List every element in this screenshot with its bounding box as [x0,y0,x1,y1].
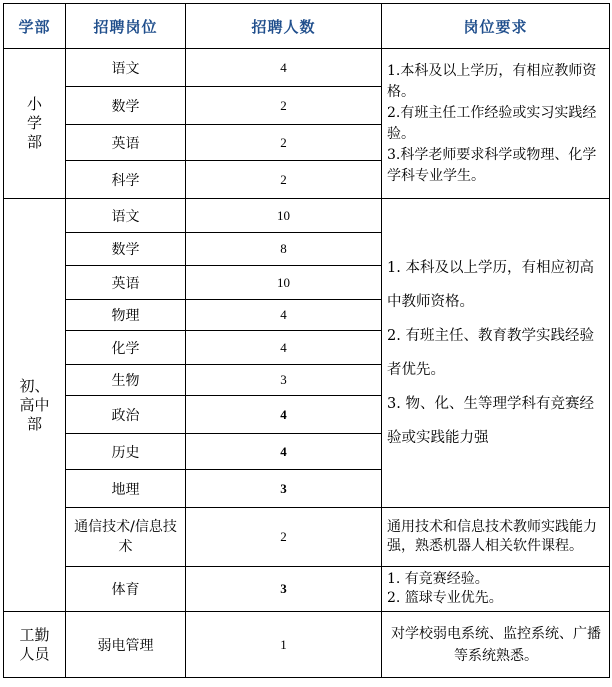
position-cell: 数学 [66,87,186,125]
position-cell: 化学 [66,331,186,365]
count-cell: 4 [186,300,382,331]
requirements-cell [382,508,610,567]
requirements-cell [382,199,610,508]
count-cell: 10 [186,266,382,300]
header-row [4,4,610,49]
header-count: 招聘人数 [186,4,382,49]
header-requirements: 岗位要求 [382,4,610,49]
position-cell: 语文 [66,49,186,87]
dept-cell [4,612,66,678]
dept-cell [4,199,66,612]
position-cell: 历史 [66,434,186,470]
position-cell: 物理 [66,300,186,331]
requirement-line: 2.有班主任工作经验或实习实践经验。 [387,104,597,142]
header-position: 招聘岗位 [66,4,186,49]
requirement-line: 通用技术和信息技术教师实践能力强，熟悉机器人相关软件课程。 [387,519,597,554]
requirement-line: 1. 有竞赛经验。 [387,571,489,587]
position-cell: 英语 [66,125,186,161]
count-cell: 2 [186,508,382,567]
table-row [4,199,610,233]
count-cell: 3 [186,470,382,508]
count-cell: 2 [186,161,382,199]
dept-label: 工勤人员 [19,625,50,663]
position-cell: 政治 [66,396,186,434]
position-cell: 生物 [66,365,186,396]
requirement-line: 1. 本科及以上学历，有相应初高中教师资格。 [387,260,594,310]
header-dept: 学部 [4,4,66,49]
dept-label: 初、高中部 [19,376,50,433]
requirement-line: 2. 篮球专业优先。 [387,590,503,606]
count-cell: 3 [186,365,382,396]
position-cell: 体育 [66,567,186,612]
requirements-cell [382,49,610,199]
requirements-cell [382,612,610,678]
dept-label: 小学部 [26,95,42,151]
count-cell: 8 [186,233,382,266]
count-cell: 4 [186,434,382,470]
count-cell: 1 [186,612,382,678]
position-cell: 地理 [66,470,186,508]
position-cell: 科学 [66,161,186,199]
requirement-line: 1.本科及以上学历，有相应教师资格。 [387,62,597,100]
table-row [4,567,610,612]
requirement-line: 3. 物、化、生等理学科有竞赛经验或实践能力强 [387,396,594,446]
position-cell: 通信技术/信息技术 [66,508,186,567]
recruitment-table [3,3,610,678]
table-row [4,612,610,678]
table-row [4,508,610,567]
count-cell: 2 [186,125,382,161]
position-cell: 语文 [66,199,186,233]
position-cell: 英语 [66,266,186,300]
count-cell: 4 [186,331,382,365]
count-cell: 2 [186,87,382,125]
count-cell: 3 [186,567,382,612]
requirement-line: 3.科学老师要求科学或物理、化学学科专业学生。 [387,146,597,184]
dept-cell [4,49,66,199]
position-cell: 弱电管理 [66,612,186,678]
position-cell: 数学 [66,233,186,266]
requirements-cell [382,567,610,612]
count-cell: 4 [186,396,382,434]
count-cell: 10 [186,199,382,233]
requirement-line: 对学校弱电系统、监控系统、广播等系统熟悉。 [391,625,601,664]
table-row [4,49,610,87]
count-cell: 4 [186,49,382,87]
requirement-line: 2. 有班主任、教育教学实践经验者优先。 [387,328,594,378]
